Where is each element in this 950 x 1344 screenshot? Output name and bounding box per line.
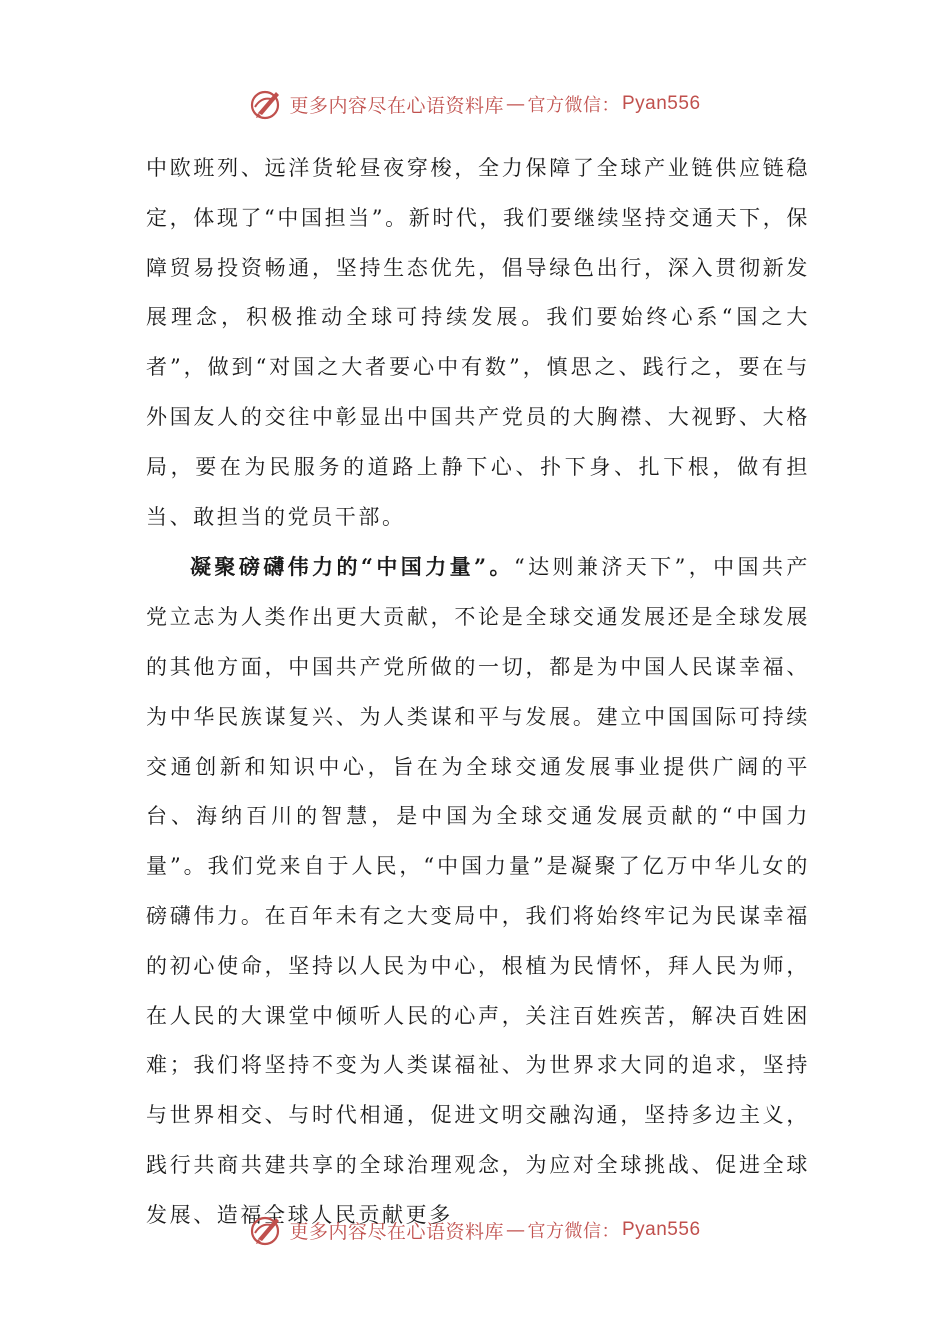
banner-separator: — <box>506 93 526 115</box>
pen-logo-icon <box>249 87 283 121</box>
paragraph-1-text: 中欧班列、远洋货轮昼夜穿梭，全力保障了全球产业链供应链稳定，体现了“中国担当”。新时代，我们要继续坚持交通天下，保障贸易投资畅通，坚持生态优先，倡导绿色出行，深入贯彻新发展理念，积极推动全球可持续发展。我们要始终心系“国之大者”，做到“对国之大者要心中有数”，慎思之、践行之，要在与外国友人的交往中彰显出中国共产党员的大胸襟、大视野、大格局，要在为民服务的道路上静下心、扑下身、扎下根，做有担当、敢担当的党员干部。 <box>146 156 810 529</box>
footer-banner <box>0 1210 950 1250</box>
header-banner <box>0 84 950 124</box>
banner-wechat-id: Pyan556 <box>622 93 701 114</box>
banner-text: 更多内容尽在心语资料库 <box>289 1220 504 1243</box>
pen-logo-icon <box>249 1213 283 1247</box>
paragraph-2-lead: 凝聚磅礴伟力的“中国力量”。 <box>190 554 514 580</box>
banner-text: 更多内容尽在心语资料库 <box>289 94 504 117</box>
banner-wechat-label: 官方微信： <box>527 95 620 116</box>
paragraph-2-text: “达则兼济天下”，中国共产党立志为人类作出更大贡献，不论是全球交通发展还是全球发展的其他方面，中国共产党所做的一切，都是为中国人民谋幸福、为中华民族谋复兴、为人类谋和平与发展。建立中国国际可持续交通创新和知识中心，旨在为全球交通发展事业提供广阔的平台、海纳百川的智慧，是中国为全球交通发展贡献的“中国力量”。我们党来自于人民，“中国力量”是凝聚了亿万中华儿女的磅礴伟力。在百年未有之大变局中，我们将始终牢记为民谋幸福的初心使命，坚持以人民为中心，根植为民情怀，拜人民为师，在人民的大课堂中倾听人民的心声，关注百姓疾苦，解决百姓困难；我们将坚持不变为人类谋福祉、为世界求大同的追求，坚持与世界相交、与时代相通，促进文明交融沟通，坚持多边主义，践行共商共建共享的全球治理观念，为应对全球挑战、促进全球发展、造福全球人民贡献更多 <box>146 555 810 1227</box>
paragraph-2 <box>146 542 810 1240</box>
banner-wechat-id: Pyan556 <box>622 1219 701 1240</box>
document-body <box>146 144 810 1241</box>
paragraph-1 <box>146 144 810 542</box>
banner-wechat-label: 官方微信： <box>527 1221 620 1242</box>
banner-separator: — <box>506 1219 526 1241</box>
